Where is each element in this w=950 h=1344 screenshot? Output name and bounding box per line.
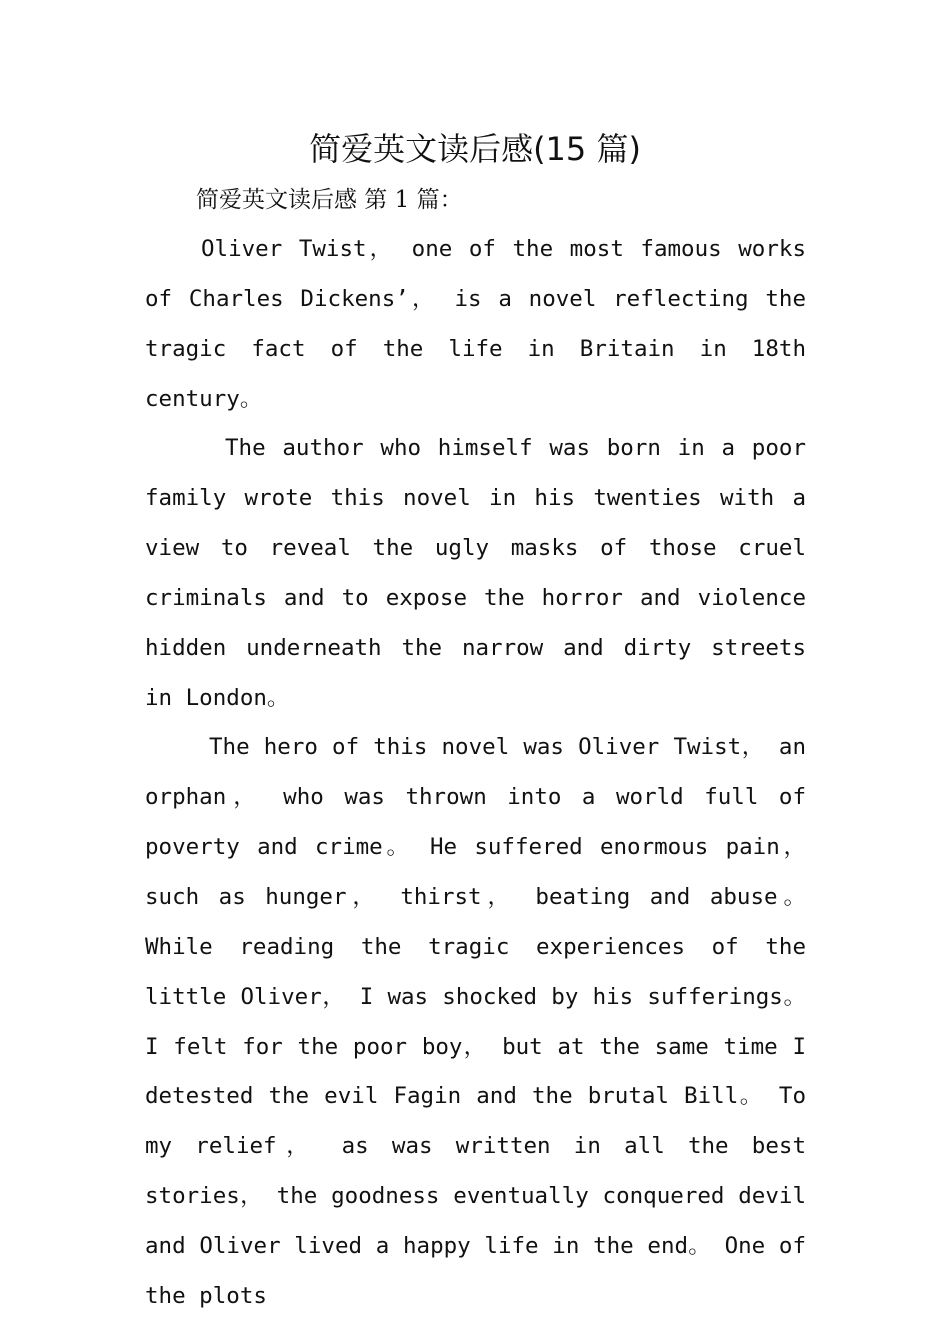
document-subtitle: 简爱英文读后感 第 1 篇： [196,187,463,213]
paragraph-3: The hero of this novel was Oliver Twist， an orphan， who was thrown into a world full of poverty and crime。 He suffered enormous pain， such as hunger， thirst， beating and abuse。 While reading the tragic experiences of the little Oliver， I was shocked by his sufferings。 I felt for the poor boy， but at the same time I detested the evil Fagin and the brutal Bill。 To my relief， as was written in all the best stories， the goodness eventually conquered devil and Oliver lived a happy life in the end。 One of the plots [145,734,806,1309]
document-body [145,225,806,1322]
paragraph-2: The author who himself was born in a poor family wrote this novel in his twenties with a view to reveal the ugly masks of those cruel criminals and to expose the horror and violence hidden underneath the narrow and dirty streets in London。 [145,435,806,711]
document-title: 简爱英文读后感(15 篇) [309,130,641,168]
paragraph-1: Oliver Twist， one of the most famous works of Charles Dickens’， is a novel reflecting the tragic fact of the life in Britain in 18th century。 [145,236,806,412]
